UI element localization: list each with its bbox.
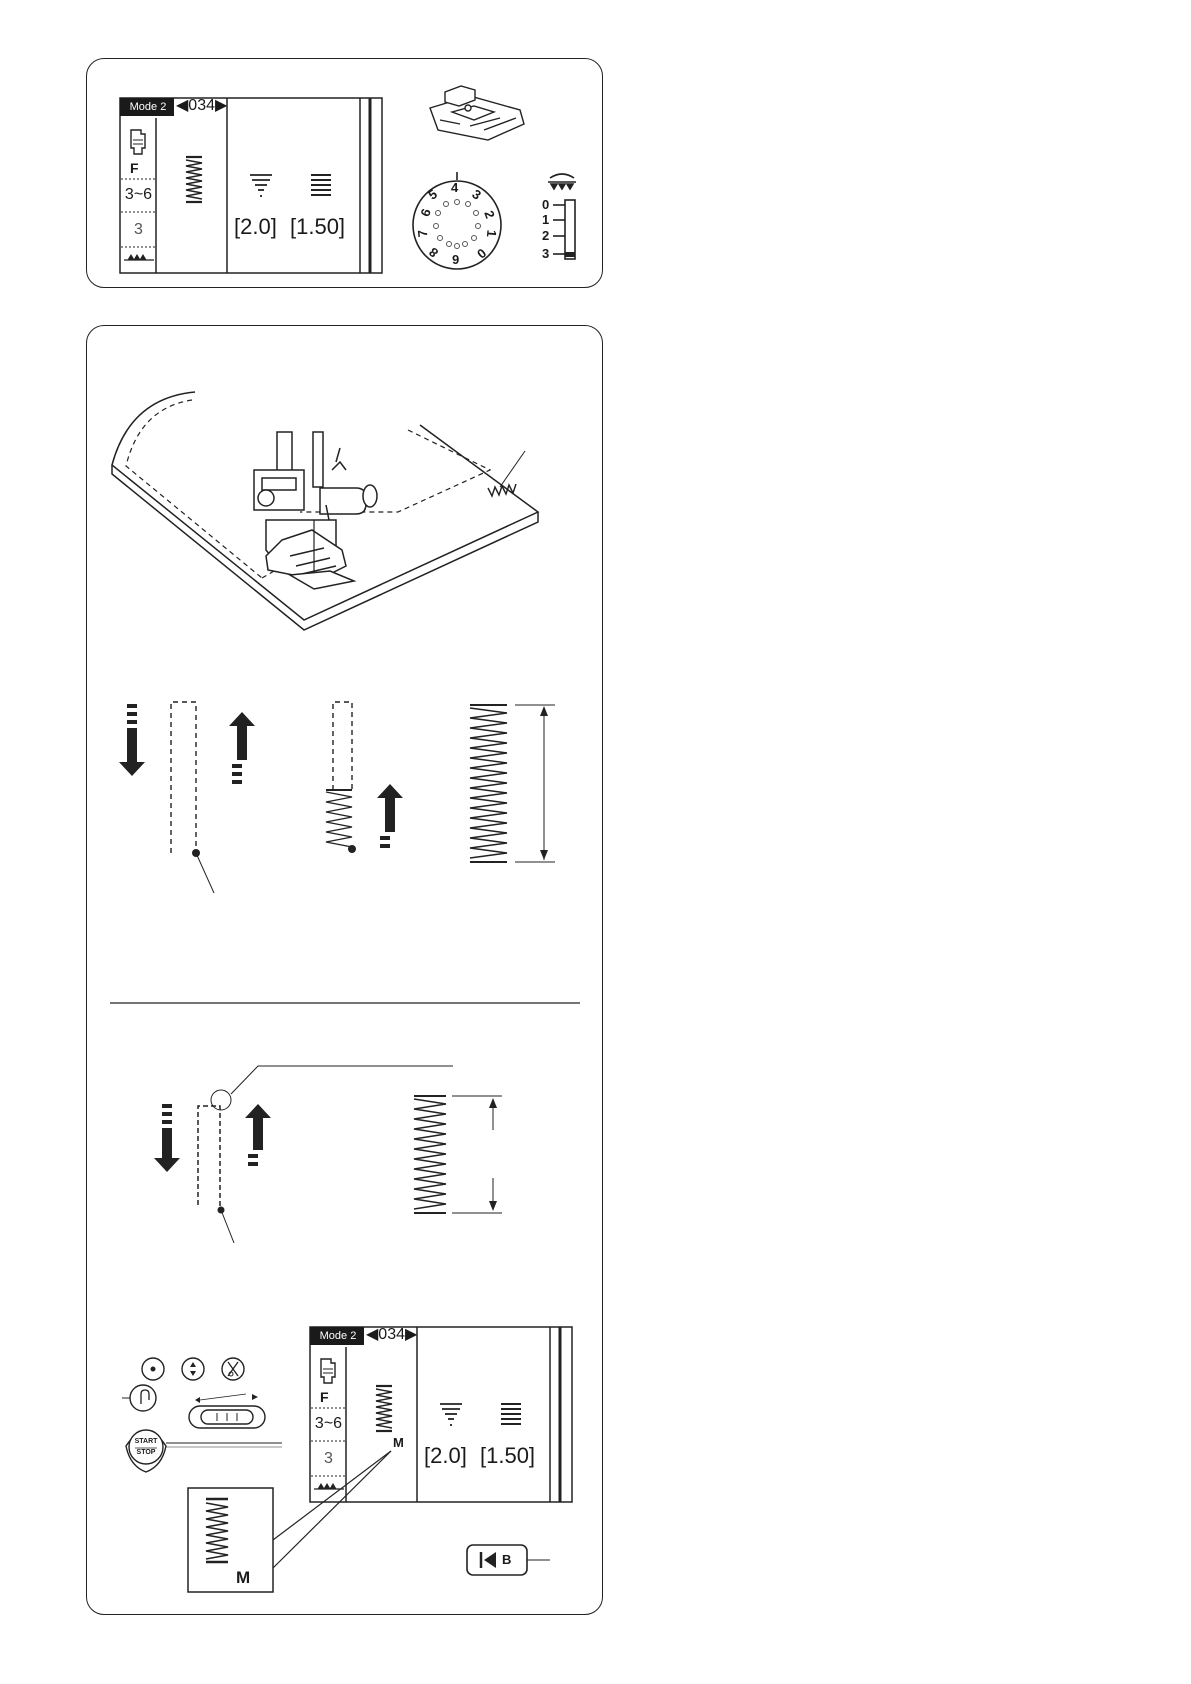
dial-number: 7: [414, 229, 431, 238]
presser-foot-letter: F: [320, 1389, 329, 1405]
dial-number: 3: [469, 186, 484, 203]
feed-dog-mark: 1: [542, 212, 550, 227]
stitch-length-value: [1.50]: [480, 1443, 536, 1468]
dial-number: 2: [481, 208, 498, 221]
stitch-width-value: [2.0]: [424, 1443, 467, 1468]
dial-number: 1: [483, 229, 500, 238]
pattern-number: ◀034▶: [176, 97, 228, 114]
thread-tension-range: 3~6: [124, 186, 153, 203]
dial-number: 6: [417, 206, 434, 219]
stop-label: STOP: [136, 1449, 156, 1456]
mode-label: Mode 2: [129, 101, 167, 113]
pattern-number: ◀034▶: [366, 1326, 418, 1343]
thread-tension-value: 3: [134, 221, 143, 238]
mode-label: Mode 2: [319, 1330, 357, 1342]
dial-number: 4: [451, 180, 459, 195]
presser-foot-letter: F: [130, 160, 139, 176]
thread-tension-value: 3: [324, 1450, 333, 1467]
bartack-b-button[interactable]: B: [502, 1552, 512, 1567]
start-label: START: [134, 1438, 158, 1445]
dial-number: 6: [452, 252, 460, 267]
dial-number: 0: [474, 245, 490, 262]
feed-dog-mark: 2: [542, 228, 550, 243]
dial-number: 8: [426, 244, 442, 261]
stitch-width-value: [2.0]: [234, 214, 277, 239]
dial-number: 5: [425, 186, 440, 203]
memory-detail-mark: M: [236, 1568, 251, 1587]
memory-mark: M: [393, 1435, 404, 1450]
feed-dog-mark: 0: [542, 197, 550, 212]
feed-dog-mark: 3: [542, 246, 550, 261]
thread-tension-range: 3~6: [314, 1415, 343, 1432]
stitch-length-value: [1.50]: [290, 214, 346, 239]
